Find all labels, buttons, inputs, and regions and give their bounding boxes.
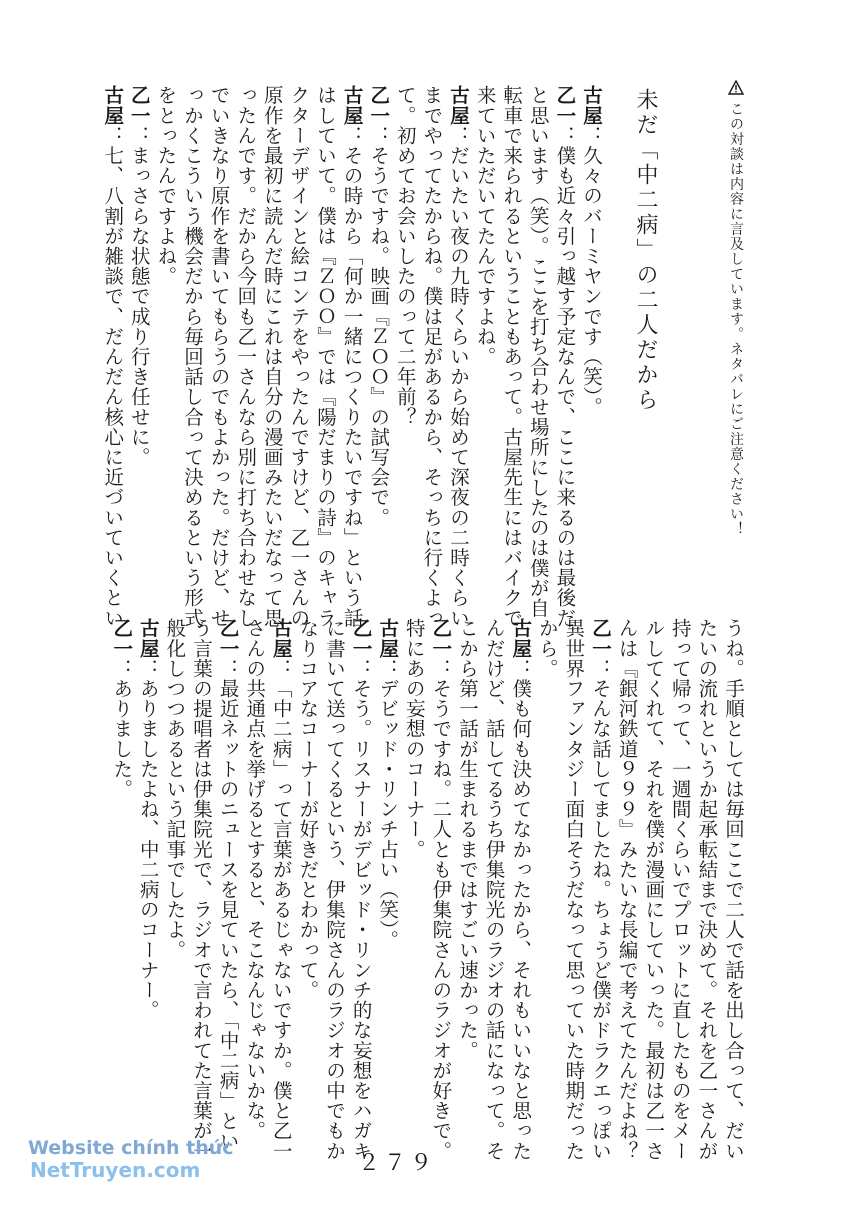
speaker-name: 乙一: [349, 618, 373, 659]
dialogue-line: [215, 618, 241, 1151]
dialogue-line: [507, 618, 533, 1161]
speaker-name: 古屋: [101, 85, 125, 126]
dialogue-text: んだけど、話してるうち伊集院光のラジオの話になって。そ: [482, 618, 506, 1161]
dialogue-text: 来ていただいてたんですよね。: [473, 85, 497, 367]
speaker-name: 乙一: [429, 618, 453, 659]
dialogue-text: までやってたからね。僕は足があるから、そっちに行くよっ: [420, 85, 444, 628]
dialogue-text: クターデザインと絵コンテをやったんですけど、乙一さんの: [287, 85, 311, 628]
dialogue-text: ：そう。リスナーがデビッド・リンチ的な妄想をハガキ: [349, 658, 373, 1161]
dialogue-line: [321, 618, 347, 1161]
speaker-name: 古屋: [269, 618, 293, 659]
dialogue-text: ：デビッド・リンチ占い（笑）。: [376, 658, 400, 950]
dialogue-text: ：その時から「何か一緒につくりたいですね」という話: [340, 125, 364, 628]
dialogue-line: [534, 618, 560, 678]
dialogue-line: [578, 85, 604, 417]
dialogue-line: [365, 85, 391, 527]
dialogue-text: ：ありましたよね、中二病のコーナー。: [136, 658, 160, 1021]
dialogue-line: [135, 618, 161, 1020]
dialogue-text: ：まっさらな状態で成り行き任せに。: [127, 125, 151, 467]
speaker-name: 古屋: [376, 618, 400, 659]
speaker-name: 乙一: [553, 85, 577, 126]
dialogue-text: んは『銀河鉄道９９９』みたいな長編で考えてたんだよね？: [615, 618, 639, 1161]
dialogue-text: ：そんな話してましたね。ちょうど僕がドラクエっぽい: [589, 658, 612, 1161]
dialogue-line: [285, 85, 311, 628]
dialogue-text: ：そうですね。映画『ＺＯＯ』の試写会で。: [367, 125, 391, 528]
dialogue-line: [161, 618, 187, 960]
dialogue-line: [481, 618, 507, 1161]
dialogue-text: でいきなり原作を書いてもらうのでもよかった。だけど、せ: [207, 85, 231, 628]
dialogue-text: 原作を最初に読んだ時にこれは自分の漫画みたいだなって思: [260, 85, 284, 628]
dialogue-line: [179, 85, 205, 628]
dialogue-line: [454, 618, 480, 1060]
watermark-line2: NetTruyen.com: [30, 1158, 201, 1182]
spoiler-warning-text: この対談は内容に言及しています。ネタバレにご注意ください！: [728, 101, 744, 537]
watermark-line1: Website chính thức: [28, 1137, 234, 1159]
dialogue-line: [259, 85, 285, 628]
spoiler-warning: [726, 80, 746, 537]
dialogue-text: うね。手順としては毎回ここで二人で話を出し合って、だい: [722, 618, 745, 1161]
dialogue-text: から。: [535, 618, 559, 679]
dialogue-text: ：だいたい夜の九時くらいから始めて深夜の二時くらい: [447, 125, 470, 628]
dialogue-line: [268, 618, 294, 1161]
speaker-name: 乙一: [367, 85, 391, 126]
speaker-name: 乙一: [110, 618, 134, 659]
dialogue-line: [418, 85, 444, 628]
dialogue-text: さんの共通点を挙げるとすると、そこなんじゃないかな。: [243, 618, 267, 1141]
dialogue-line: [667, 618, 693, 1161]
dialogue-text: ：ありました。: [110, 658, 134, 799]
dialogue-line: [374, 618, 400, 950]
dialogue-line: [614, 618, 640, 1161]
dialogue-line: [312, 85, 338, 628]
dialogue-text: ：僕も何も決めてなかったから、それもいいなと思った: [509, 658, 533, 1161]
dialogue-line: [427, 618, 453, 1161]
speaker-name: 古屋: [340, 85, 364, 126]
dialogue-text: 持って帰って、一週間くらいでプロットに直したものをメー: [668, 618, 692, 1161]
warning-icon: [728, 80, 744, 96]
dialogue-text: ：最近ネットのニュースを見ていたら、「中二病」とい: [216, 658, 240, 1151]
dialogue-text: ：久々のバーミヤンです（笑）。: [580, 125, 603, 417]
dialogue-line: [445, 85, 471, 628]
speaker-name: 古屋: [136, 618, 160, 659]
speaker-name: 乙一: [127, 85, 151, 126]
dialogue-text: う言葉の提唱者は伊集院光で、ラジオで言われてた言葉が一: [190, 618, 213, 1161]
dialogue-line: [693, 618, 719, 1161]
dialogue-text: ：僕も近々引っ越す予定なんで、ここに来るのは最後だ: [553, 125, 577, 628]
dialogue-line: [241, 618, 267, 1141]
dialogue-line: [587, 618, 613, 1161]
dialogue-text: たいの流れというか起承転結まで決めて。それを乙一さんが: [695, 618, 719, 1161]
dialogue-text: に書いて送ってくるという、伊集院さんのラジオの中でもか: [323, 618, 346, 1161]
speaker-name: 古屋: [580, 85, 603, 126]
dialogue-text: ったんです。だから今回も乙一さんなら別に打ち合わせなし: [234, 85, 258, 628]
dialogue-line: [232, 85, 258, 628]
dialogue-text: ：「中二病」って言葉があるじゃないですか。僕と乙一: [269, 658, 293, 1161]
dialogue-line: [498, 85, 524, 628]
dialogue-line: [560, 618, 586, 1161]
dialogue-text: ：七、八割が雑談で、だんだん核心に近づいていくとい: [101, 125, 125, 628]
dialogue-line: [126, 85, 152, 467]
dialogue-text: ルしてくれて、それを僕が漫画にしていった。最初は乙一さ: [642, 618, 666, 1161]
dialogue-line: [401, 618, 427, 859]
dialogue-text: 異世界ファンタジー面白そうだなって思っていた時期だった: [562, 618, 586, 1161]
dialogue-text: と思います（笑）。ここを打ち合わせ場所にしたのは僕が自: [526, 85, 550, 618]
dialogue-text: 般化しつつあるという記事でしたよ。: [163, 618, 187, 960]
dialogue-line: [392, 85, 418, 427]
dialogue-text: 転車で来られるということもあって。古屋先生にはバイクで: [500, 85, 524, 628]
dialogue-line: [339, 85, 365, 628]
dialogue-line: [640, 618, 666, 1161]
dialogue-line: [551, 85, 577, 628]
dialogue-line: [720, 618, 746, 1161]
dialogue-text: をとったんですよね。: [154, 85, 178, 286]
dialogue-line: [472, 85, 498, 366]
speaker-name: 乙一: [216, 618, 240, 659]
dialogue-text: っかくこういう機会だから毎回話し合って決めるという形式: [181, 85, 204, 628]
dialogue-text: なりコアなコーナーが好きだとわかって。: [296, 618, 320, 1000]
dialogue-line: [348, 618, 374, 1161]
section-heading: 未だ「中二病」の二人だから: [633, 88, 658, 413]
dialogue-text: はしていて。僕は『ＺＯＯ』では『陽だまりの詩』のキャラ: [314, 85, 337, 628]
dialogue-line: [152, 85, 178, 286]
page-number: ２７９: [358, 1151, 437, 1176]
dialogue-line: [294, 618, 320, 1000]
dialogue-line: [188, 618, 214, 1161]
dialogue-text: て。初めてお会いしたのって二年前？: [393, 85, 417, 427]
dialogue-text: こから第一話が生まれるまではすごい速かった。: [456, 618, 479, 1061]
dialogue-line: [206, 85, 232, 628]
speaker-name: 古屋: [447, 85, 470, 126]
dialogue-line: [108, 618, 134, 799]
speaker-name: 古屋: [509, 618, 533, 659]
dialogue-text: ：そうですね。二人とも伊集院さんのラジオが好きで。: [429, 658, 453, 1161]
dialogue-line: [99, 85, 125, 628]
dialogue-text: 特にあの妄想のコーナー。: [402, 618, 426, 860]
dialogue-line: [525, 85, 551, 618]
speaker-name: 乙一: [589, 618, 612, 659]
